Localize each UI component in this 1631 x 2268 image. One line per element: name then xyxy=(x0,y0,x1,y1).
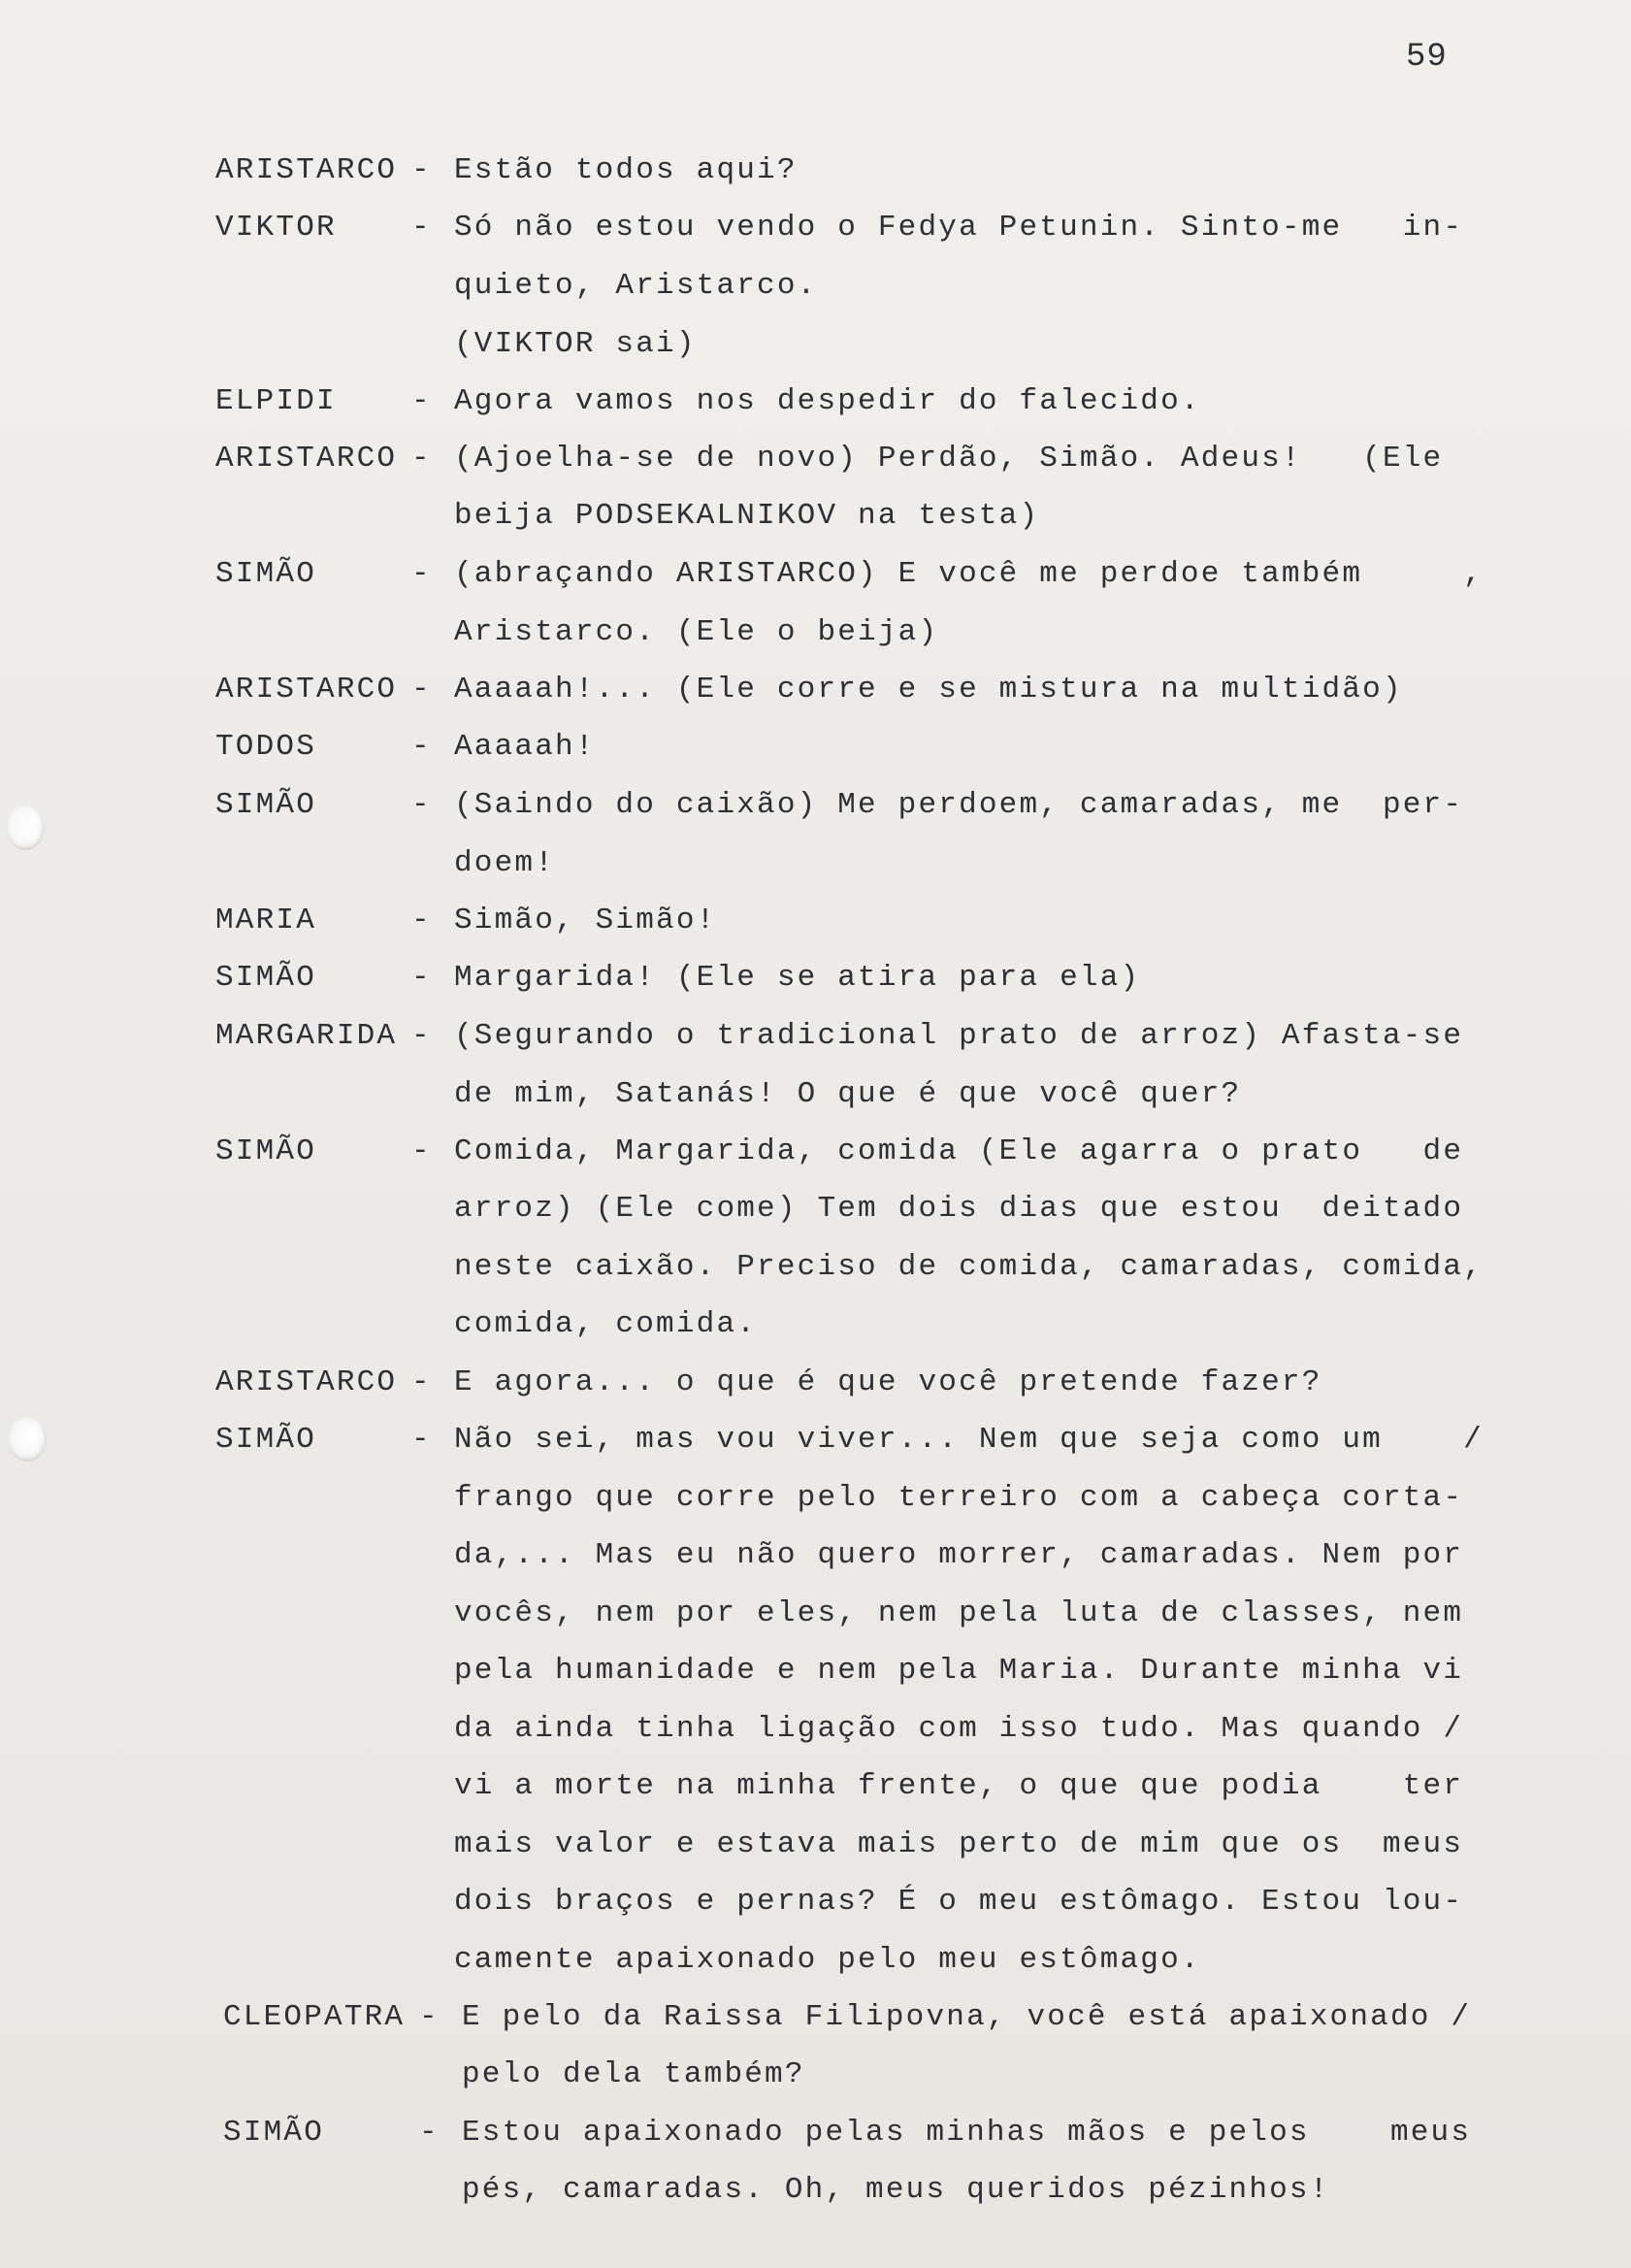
dialogue-dash: - xyxy=(419,2116,440,2150)
dialogue-line: Agora vamos nos despedir do falecido. xyxy=(454,384,1201,418)
punch-hole xyxy=(8,1417,47,1462)
dialogue-line: Aristarco. (Ele o beija) xyxy=(454,615,939,649)
dialogue-line: dois braços e pernas? É o meu estômago. Estou lou- xyxy=(454,1885,1464,1919)
dialogue-dash: - xyxy=(411,1019,432,1053)
dialogue-line: camente apaixonado pelo meu estômago. xyxy=(454,1943,1201,1977)
dialogue-line: vocês, nem por eles, nem pela luta de classes, nem xyxy=(454,1596,1464,1630)
dialogue-line: comida, comida. xyxy=(454,1307,758,1341)
dialogue-line: beija PODSEKALNIKOV na testa) xyxy=(454,499,1040,533)
speaker-name: SIMÃO xyxy=(215,961,317,995)
dialogue-dash: - xyxy=(411,1365,432,1399)
dialogue-line: da ainda tinha ligação com isso tudo. Mas quando / xyxy=(454,1712,1464,1746)
stage-direction: (VIKTOR sai) xyxy=(454,327,697,361)
speaker-name: SIMÃO xyxy=(215,1134,317,1168)
dialogue-line: quieto, Aristarco. xyxy=(454,269,818,303)
speaker-name: MARIA xyxy=(215,904,317,937)
speaker-name: ARISTARCO xyxy=(215,153,398,187)
dialogue-line: Comida, Margarida, comida (Ele agarra o prato de xyxy=(454,1134,1464,1168)
dialogue-line: doem! xyxy=(454,846,556,880)
dialogue-dash: - xyxy=(411,730,432,764)
dialogue-dash: - xyxy=(411,211,432,245)
dialogue-dash: - xyxy=(411,384,432,418)
speaker-name: ELPIDI xyxy=(215,384,337,418)
dialogue-dash: - xyxy=(411,961,432,995)
dialogue-line: pés, camaradas. Oh, meus queridos pézinhos! xyxy=(462,2173,1330,2207)
dialogue-dash: - xyxy=(419,2000,440,2034)
dialogue-dash: - xyxy=(411,153,432,187)
dialogue-line: de mim, Satanás! O que é que você quer? xyxy=(454,1077,1242,1111)
dialogue-line: Só não estou vendo o Fedya Petunin. Sinto-me in- xyxy=(454,211,1464,245)
dialogue-line: Estou apaixonado pelas minhas mãos e pelos meus xyxy=(462,2116,1472,2150)
speaker-name: VIKTOR xyxy=(215,211,337,245)
dialogue-line: Aaaaah! xyxy=(454,730,596,764)
dialogue-line: mais valor e estava mais perto de mim que os meus xyxy=(454,1827,1464,1861)
dialogue-line: pelo dela também? xyxy=(462,2057,805,2091)
dialogue-line: neste caixão. Preciso de comida, camaradas, comida, xyxy=(454,1250,1484,1284)
speaker-name: ARISTARCO xyxy=(215,442,398,476)
dialogue-line: E agora... o que é que você pretende fazer? xyxy=(454,1365,1322,1399)
dialogue-line: Simão, Simão! xyxy=(454,904,717,937)
dialogue-line: Aaaaah!... (Ele corre e se mistura na multidão) xyxy=(454,673,1403,707)
dialogue-line: Estão todos aqui? xyxy=(454,153,798,187)
dialogue-line: pela humanidade e nem pela Maria. Durante minha vi xyxy=(454,1654,1464,1688)
dialogue-line: (Ajoelha-se de novo) Perdão, Simão. Adeus! (Ele xyxy=(454,442,1444,476)
dialogue-line: (Saindo do caixão) Me perdoem, camaradas, me per- xyxy=(454,788,1464,822)
speaker-name: ARISTARCO xyxy=(215,1365,398,1399)
punch-hole xyxy=(6,805,45,850)
speaker-name: SIMÃO xyxy=(215,1423,317,1457)
dialogue-dash: - xyxy=(411,788,432,822)
dialogue-dash: - xyxy=(411,1423,432,1457)
dialogue-dash: - xyxy=(411,904,432,937)
speaker-name: TODOS xyxy=(215,730,317,764)
speaker-name: MARGARIDA xyxy=(215,1019,398,1053)
speaker-name: CLEOPATRA xyxy=(223,2000,406,2034)
dialogue-line: (Segurando o tradicional prato de arroz) Afasta-se xyxy=(454,1019,1464,1053)
dialogue-line: (abraçando ARISTARCO) E você me perdoe também , xyxy=(454,557,1484,591)
speaker-name: SIMÃO xyxy=(223,2116,325,2150)
dialogue-line: Não sei, mas vou viver... Nem que seja como um / xyxy=(454,1423,1484,1457)
dialogue-line: E pelo da Raissa Filipovna, você está apaixonado / xyxy=(462,2000,1472,2034)
dialogue-line: da,... Mas eu não quero morrer, camaradas. Nem por xyxy=(454,1538,1464,1572)
dialogue-dash: - xyxy=(411,1134,432,1168)
dialogue-line: frango que corre pelo terreiro com a cabeça corta- xyxy=(454,1481,1464,1515)
dialogue-line: Margarida! (Ele se atira para ela) xyxy=(454,961,1141,995)
dialogue-dash: - xyxy=(411,673,432,707)
dialogue-dash: - xyxy=(411,557,432,591)
speaker-name: ARISTARCO xyxy=(215,673,398,707)
page-number: 59 xyxy=(1406,39,1448,76)
speaker-name: SIMÃO xyxy=(215,557,317,591)
dialogue-line: vi a morte na minha frente, o que que podia ter xyxy=(454,1769,1464,1803)
speaker-name: SIMÃO xyxy=(215,788,317,822)
dialogue-dash: - xyxy=(411,442,432,476)
dialogue-line: arroz) (Ele come) Tem dois dias que estou deitado xyxy=(454,1192,1464,1226)
